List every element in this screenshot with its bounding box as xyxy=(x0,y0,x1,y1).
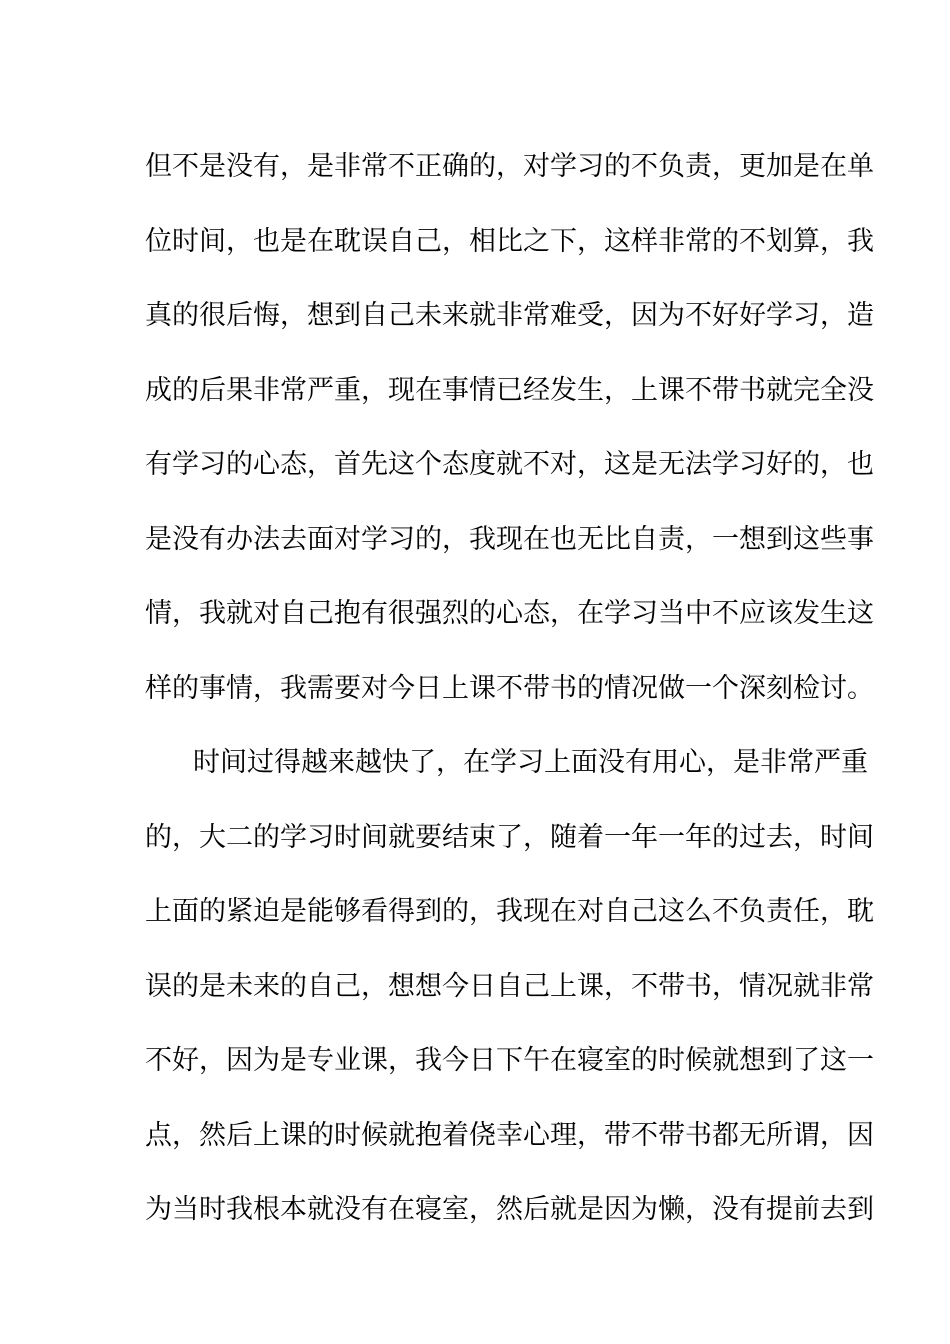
text-line: 时间过得越来越快了，在学习上面没有用心，是非常严重 xyxy=(193,747,868,778)
text-line: 真的很后悔，想到自己未来就非常难受，因为不好好学习，造 xyxy=(145,300,874,331)
document-body xyxy=(145,130,874,1248)
text-line: 上面的紧迫是能够看得到的，我现在对自己这么不负责任，耽 xyxy=(145,896,874,927)
text-line: 成的后果非常严重，现在事情已经发生，上课不带书就完全没 xyxy=(145,374,874,406)
text-line: 但不是没有，是非常不正确的，对学习的不负责，更加是在单 xyxy=(145,151,874,182)
text-line: 不好，因为是专业课，我今日下午在寝室的时候就想到了这一 xyxy=(145,1045,874,1076)
text-line: 为当时我根本就没有在寝室，然后就是因为懒，没有提前去到 xyxy=(145,1194,874,1225)
text-line: 情，我就对自己抱有很强烈的心态，在学习当中不应该发生这 xyxy=(145,598,874,629)
text-line: 点，然后上课的时候就抱着侥幸心理，带不带书都无所谓，因 xyxy=(145,1119,874,1151)
text-line: 位时间，也是在耽误自己，相比之下，这样非常的不划算，我 xyxy=(145,225,874,257)
paragraph-1 xyxy=(145,130,874,726)
text-line: 的，大二的学习时间就要结束了，随着一年一年的过去，时间 xyxy=(145,821,874,853)
text-line: 有学习的心态，首先这个态度就不对，这是无法学习好的，也 xyxy=(145,449,874,480)
text-line: 误的是未来的自己，想想今日自己上课，不带书，情况就非常 xyxy=(145,970,874,1002)
text-line: 样的事情，我需要对今日上课不带书的情况做一个深刻检讨。 xyxy=(145,672,874,704)
paragraph-2 xyxy=(145,726,874,1248)
text-line: 是没有办法去面对学习的，我现在也无比自责，一想到这些事 xyxy=(145,523,874,555)
